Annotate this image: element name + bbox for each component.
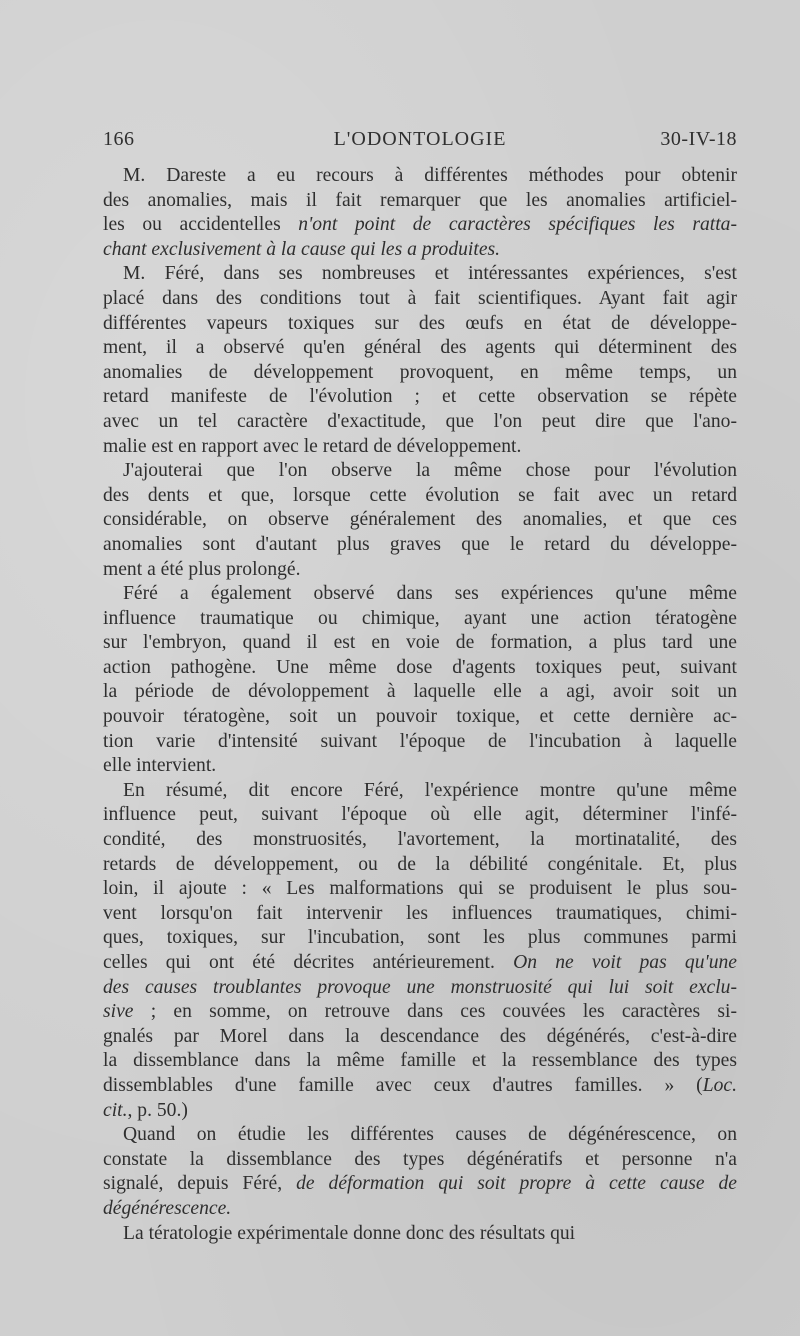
text-line bbox=[103, 262, 737, 287]
text-line bbox=[103, 853, 737, 878]
text-line bbox=[103, 1222, 737, 1247]
text-segment: anomalies de développement provoquent, en même temps, un bbox=[103, 361, 737, 383]
text-segment: celles qui ont été décrites antérieurement. bbox=[103, 952, 514, 973]
text-line bbox=[103, 385, 737, 410]
text-segment: ment, il a observé qu'en général des agents qui déterminent des bbox=[103, 337, 737, 359]
text-line bbox=[103, 803, 737, 828]
italic-text: chant exclusivement à la cause qui les a produites. bbox=[103, 238, 501, 260]
text-line bbox=[103, 164, 737, 189]
italic-text: sive bbox=[103, 1001, 134, 1023]
text-line bbox=[103, 1025, 737, 1050]
text-line bbox=[103, 287, 737, 312]
text-segment: Féré a également observé dans ses expériences qu'une même bbox=[123, 583, 737, 605]
text-line bbox=[103, 1148, 737, 1173]
text-line bbox=[103, 582, 737, 607]
text-segment: vent lorsqu'on fait intervenir les influences traumatiques, chimi- bbox=[103, 902, 737, 924]
text-segment: loin, il ajoute : « Les malformations qui se produisent le plus sou- bbox=[103, 878, 737, 900]
text-line bbox=[103, 1123, 737, 1148]
text-segment: influence peut, suivant l'époque où elle agit, déterminer l'infé- bbox=[103, 804, 737, 826]
text-segment: condité, des monstruosités, l'avortement, la mortinatalité, des bbox=[103, 829, 737, 851]
paragraph bbox=[103, 459, 737, 582]
body-text bbox=[103, 164, 737, 1246]
text-line bbox=[103, 1074, 737, 1099]
text-segment: retard manifeste de l'évolution ; et cette observation se répète bbox=[103, 386, 737, 408]
text-line bbox=[103, 730, 737, 755]
text-line bbox=[103, 508, 737, 533]
text-segment: action pathogène. Une même dose d'agents toxiques peut, suivant bbox=[103, 656, 737, 678]
text-line bbox=[103, 312, 737, 337]
text-line bbox=[103, 238, 737, 263]
text-segment: des anomalies, mais il fait remarquer que les anomalies artificiel- bbox=[103, 189, 737, 211]
text-line bbox=[103, 533, 737, 558]
text-line bbox=[103, 459, 737, 484]
text-segment: ; en somme, on retrouve dans ces couvées les caractères si- bbox=[133, 1001, 737, 1023]
text-line bbox=[103, 1000, 737, 1025]
text-segment: elle intervient. bbox=[103, 755, 217, 777]
text-segment: sur l'embryon, quand il est en voie de formation, a plus tard une bbox=[103, 632, 737, 654]
text-segment: Quand on étudie les différentes causes de dégénérescence, on bbox=[123, 1124, 737, 1146]
text-segment: placé dans des conditions tout à fait scientifiques. Ayant fait agir bbox=[103, 287, 737, 309]
italic-text: n'ont point de caractères spécifiques les ratta- bbox=[298, 214, 737, 236]
text-line bbox=[103, 558, 737, 583]
text-segment: M. Dareste a eu recours à différentes méthodes pour obtenir bbox=[123, 165, 737, 186]
text-segment: signalé, depuis Féré, bbox=[103, 1173, 297, 1195]
text-segment: pouvoir tératogène, soit un pouvoir toxique, et cette dernière ac- bbox=[103, 706, 737, 728]
text-line bbox=[103, 779, 737, 804]
italic-text: de déformation qui soit propre à cette cause de bbox=[296, 1173, 737, 1195]
text-segment: J'ajouterai que l'on observe la même chose pour l'évolution bbox=[123, 460, 737, 482]
text-line bbox=[103, 435, 737, 460]
italic-text: cit. bbox=[103, 1099, 128, 1121]
text-segment: la période de dévoloppement à laquelle elle a agi, avoir soit un bbox=[103, 681, 737, 703]
paragraph bbox=[103, 262, 737, 459]
running-head bbox=[103, 128, 737, 156]
text-line bbox=[103, 705, 737, 730]
page-number: 166 bbox=[103, 128, 135, 150]
italic-text: dégénérescence. bbox=[103, 1197, 232, 1219]
text-line bbox=[103, 1099, 737, 1124]
text-line bbox=[103, 631, 737, 656]
paragraph bbox=[103, 582, 737, 779]
text-segment: ment a été plus prolongé. bbox=[103, 558, 301, 580]
text-segment: malie est en rapport avec le retard de développement. bbox=[103, 435, 522, 457]
text-segment: retards de développement, ou de la débilité congénitale. Et, plus bbox=[103, 853, 737, 875]
text-line bbox=[103, 1049, 737, 1074]
text-line bbox=[103, 361, 737, 386]
text-segment: anomalies sont d'autant plus graves que le retard du développe- bbox=[103, 533, 737, 555]
journal-title: L'ODONTOLOGIE bbox=[333, 128, 507, 150]
text-line bbox=[103, 877, 737, 902]
text-line bbox=[103, 976, 737, 1001]
text-segment: dissemblables d'une famille avec ceux d'autres familles. » ( bbox=[103, 1074, 703, 1096]
text-line bbox=[103, 1172, 737, 1197]
text-line bbox=[103, 926, 737, 951]
text-segment: la dissemblance dans la même famille et la ressemblance des types bbox=[103, 1050, 737, 1072]
text-line bbox=[103, 951, 737, 976]
italic-text: On ne voit pas qu'une bbox=[513, 952, 737, 973]
paragraph bbox=[103, 164, 737, 262]
text-line bbox=[103, 754, 737, 779]
text-segment: les ou accidentelles bbox=[103, 214, 299, 236]
text-line bbox=[103, 607, 737, 632]
text-segment: gnalés par Morel dans la descendance des dégénérés, c'est-à-dire bbox=[103, 1025, 737, 1047]
text-line bbox=[103, 828, 737, 853]
text-segment: différentes vapeurs toxiques sur des œufs en état de développe- bbox=[103, 312, 737, 334]
text-segment: La tératologie expérimentale donne donc des résultats qui bbox=[123, 1222, 576, 1244]
paragraph bbox=[103, 1222, 737, 1247]
text-line bbox=[103, 680, 737, 705]
text-line bbox=[103, 1197, 737, 1222]
text-segment: , p. 50.) bbox=[127, 1099, 188, 1121]
text-segment: avec un tel caractère d'exactitude, que l'on peut dire que l'ano- bbox=[103, 410, 737, 432]
text-segment: considérable, on observe généralement des anomalies, et que ces bbox=[103, 509, 737, 531]
paragraph bbox=[103, 1123, 737, 1221]
issue-date: 30-IV-18 bbox=[660, 128, 737, 150]
text-line bbox=[103, 656, 737, 681]
text-segment: tion varie d'intensité suivant l'époque de l'incubation à laquelle bbox=[103, 730, 737, 752]
text-line bbox=[103, 189, 737, 214]
text-line bbox=[103, 484, 737, 509]
italic-text: Loc. bbox=[702, 1074, 737, 1096]
paragraph bbox=[103, 779, 737, 1123]
text-segment: constate la dissemblance des types dégénératifs et personne n'a bbox=[103, 1148, 737, 1170]
text-segment: ques, toxiques, sur l'incubation, sont les plus communes parmi bbox=[103, 927, 737, 949]
text-segment: En résumé, dit encore Féré, l'expérience montre qu'une même bbox=[123, 779, 737, 801]
text-line bbox=[103, 410, 737, 435]
text-segment: M. Féré, dans ses nombreuses et intéressantes expériences, s'est bbox=[123, 263, 737, 285]
text-segment: influence traumatique ou chimique, ayant une action tératogène bbox=[103, 607, 737, 629]
italic-text: des causes troublantes provoque une monstruosité qui lui soit exclu- bbox=[103, 976, 737, 998]
text-line bbox=[103, 336, 737, 361]
text-line bbox=[103, 902, 737, 927]
text-segment: des dents et que, lorsque cette évolution se fait avec un retard bbox=[103, 484, 737, 506]
text-line bbox=[103, 213, 737, 238]
